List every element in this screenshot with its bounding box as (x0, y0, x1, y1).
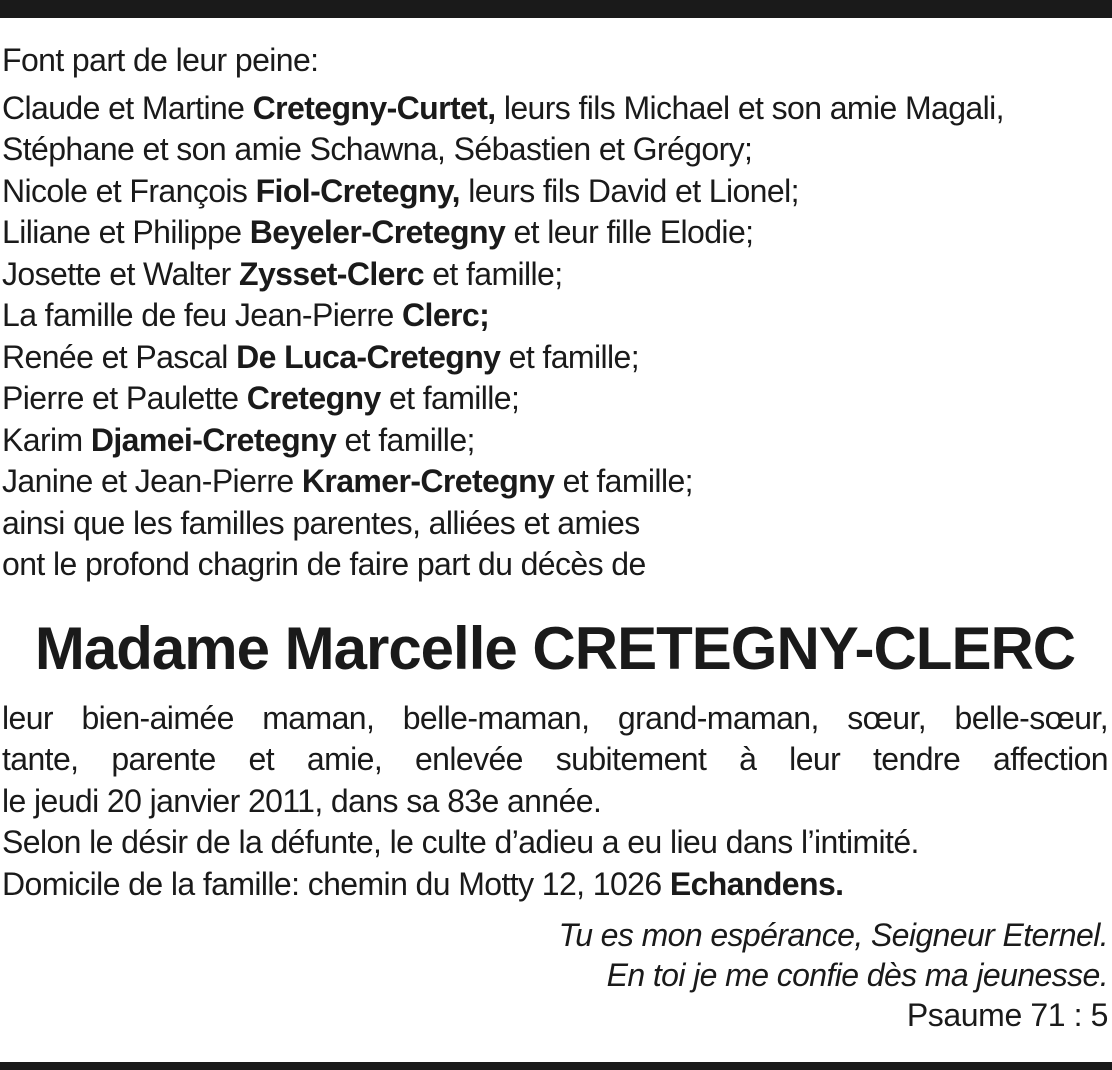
description-line: Selon le désir de la défunte, le culte d’adieu a eu lieu dans l’intimité. (2, 824, 919, 860)
family-line (2, 212, 1108, 254)
description-line: tante, parente et amie, enlevée subitement à leur tendre affection (2, 741, 1108, 777)
family-line (2, 171, 1108, 213)
verse-line: En toi je me confie dès ma jeunesse. (606, 957, 1108, 993)
family-list (2, 88, 1108, 586)
family-line-text: Liliane et Philippe (2, 214, 250, 250)
family-line-text: Nicole et François (2, 172, 256, 209)
bottom-rule (0, 1062, 1112, 1070)
family-name: Djamei-Cretegny (90, 421, 337, 458)
family-line-text: Josette et Walter (2, 255, 239, 292)
family-name: Beyeler-Cretegny (249, 214, 506, 250)
family-name: Clerc; (402, 297, 490, 333)
top-rule (0, 0, 1112, 18)
family-line-text: ont le profond chagrin de faire part du décès de (2, 546, 646, 582)
family-line-text: Karim (2, 421, 91, 458)
family-line (2, 544, 1108, 586)
description-line: leur bien-aimée maman, belle-maman, grand-maman, sœur, belle-sœur, (2, 699, 1108, 736)
obituary-notice (2, 40, 1108, 1035)
family-line-suffix: et famille; (380, 380, 520, 416)
family-name: De Luca-Cretegny (236, 338, 501, 375)
family-line-suffix: leurs fils David et Lionel; (459, 172, 799, 209)
psalm-reference: Psaume 71 : 5 (906, 997, 1108, 1033)
family-line (2, 295, 1108, 337)
family-line (2, 420, 1108, 462)
family-line (2, 88, 1108, 130)
verse-line: Tu es mon espérance, Seigneur Eternel. (558, 917, 1108, 953)
family-name: Cretegny-Curtet, (252, 89, 496, 126)
family-line-suffix: et famille; (336, 421, 475, 458)
family-line (2, 461, 1108, 503)
intro-line: Font part de leur peine: (2, 42, 319, 78)
family-line (2, 254, 1108, 296)
domicile-text: Domicile de la famille: chemin du Motty 12, 1026 (2, 865, 670, 902)
domicile-town: Echandens. (669, 865, 844, 902)
domicile-line (2, 864, 1108, 906)
description-line: le jeudi 20 janvier 2011, dans sa 83e année. (2, 782, 602, 819)
family-line (2, 378, 1108, 420)
family-line (2, 337, 1108, 379)
family-line-text: Claude et Martine (2, 89, 253, 126)
family-line-suffix: et famille; (554, 463, 693, 499)
family-line-text: Renée et Pascal (2, 338, 237, 375)
family-line (2, 503, 1108, 545)
family-line-text: ainsi que les familles parentes, alliées et amies (2, 504, 640, 541)
family-line (2, 129, 1108, 171)
family-line-suffix: et leur fille Elodie; (505, 214, 754, 250)
family-name: Kramer-Cretegny (301, 463, 555, 499)
family-line-text: La famille de feu Jean-Pierre (2, 297, 403, 333)
family-name: Fiol-Cretegny, (255, 172, 460, 209)
family-line-suffix: et famille; (423, 255, 563, 292)
family-name: Cretegny (246, 380, 381, 416)
family-line-text: Stéphane et son amie Schawna, Sébastien et Grégory; (2, 131, 753, 167)
family-line-suffix: et famille; (500, 338, 639, 375)
deceased-name: Madame Marcelle CRETEGNY-CLERC (34, 614, 1076, 682)
family-line-text: Pierre et Paulette (2, 380, 247, 416)
family-name: Zysset-Clerc (239, 255, 424, 292)
family-line-text: Janine et Jean-Pierre (2, 463, 302, 499)
family-line-suffix: leurs fils Michael et son amie Magali, (495, 89, 1004, 126)
